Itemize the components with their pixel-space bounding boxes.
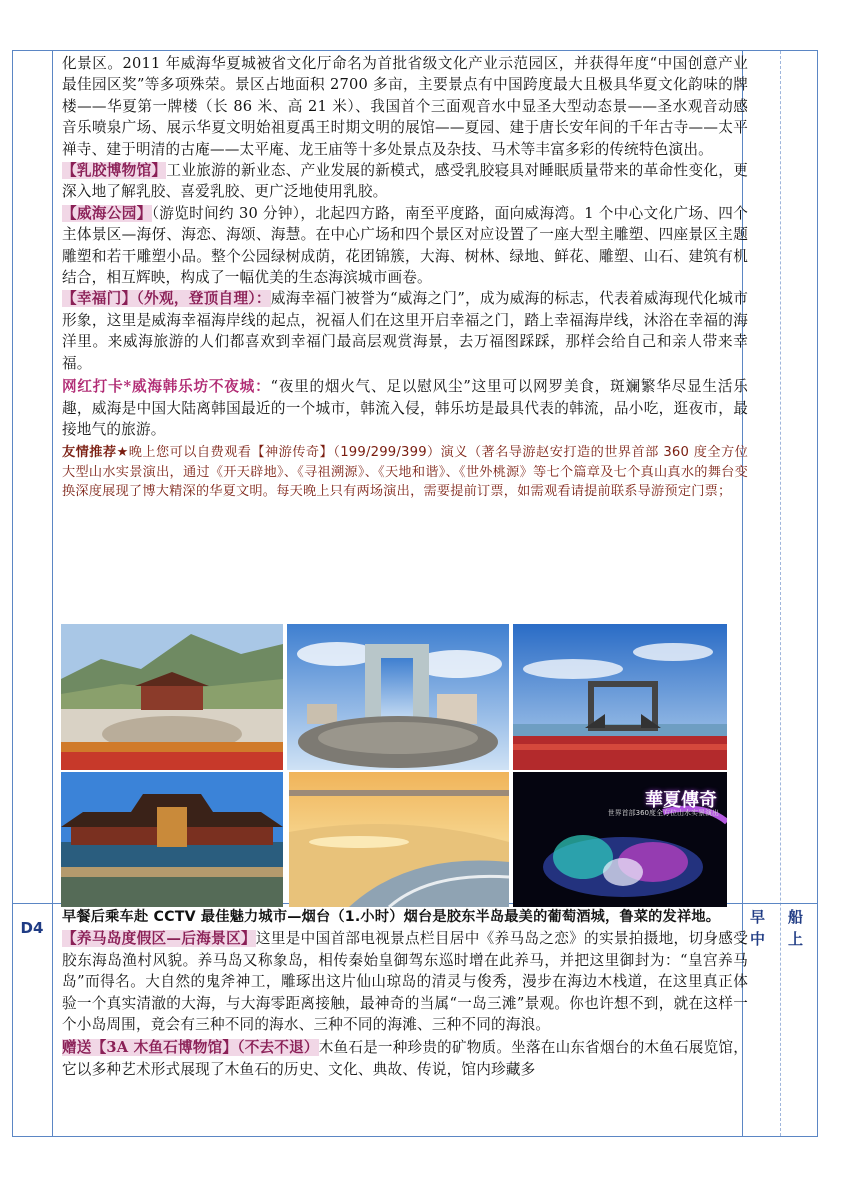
muyushi-museum-text: 木鱼石是一种珍贵的矿物质。坐落在山东省烟台的木鱼石展览馆，它以多种艺术形式展现了木鱼石的历史、文化、典故、传说，馆内珍藏多 — [62, 1039, 748, 1078]
day-column-divider — [52, 51, 53, 1136]
yangma-island-title: 【养马岛度假区—后海景区】 — [62, 930, 256, 948]
accommodation-line-2: 上 — [788, 930, 804, 948]
recommendation-text: 晚上您可以自费观看【神游传奇】（199/299/399）演义（著名导游赵安打造的世界首部 360 度全方位大型山水实景演出，通过《开天辟地》、《寻祖溯源》、《天地和谐》、《世外桃源》等七个篇章及七个真山真水的舞台变换深度展现了博大精深的华夏文明。每天晚上只有两场演出，需要提前订票，如需观看请提前联系导游预定门票； — [62, 445, 749, 500]
d4-content — [62, 907, 748, 1080]
beach-sunset-photo — [289, 772, 509, 907]
happiness-gate-paragraph — [62, 288, 748, 374]
latex-museum-paragraph — [62, 160, 748, 203]
yangma-island-paragraph — [62, 928, 748, 1035]
weihai-park-text: （游览时间约 30 分钟），北起四方路，南至平度路，面向威海湾。1 个中心文化广场、四个主体景区—海伢、海恋、海颂、海慧。在中心广场和四个景区对应设置了一座大型主雕塑、四座景区主题雕塑和若干雕塑小品。整个公园绿树成荫，花团锦簇，大海、树林、绿地、鲜花、雕塑、山石、建筑有机结合，相互辉映，构成了一幅优美的生态海滨城市画卷。 — [62, 204, 748, 287]
ancient-pavilion-photo — [61, 772, 283, 907]
happiness-gate-photo — [287, 624, 509, 770]
yangma-island-text: 这里是中国首部电视景点栏目居中《养马岛之恋》的实景拍摄地，切身感受胶东海岛渔村风貌。养马岛又称象岛，相传秦始皇御驾东巡时增在此养马，并把这里御封为：“皇宫养马岛”而得名。大自然的鬼斧神工，雕琢出这片仙山琼岛的清灵与俊秀，漫步在海边木栈道，在这里真正体验一个真实清澈的大海，与大海零距离接触，最神奇的当属“一岛三滩”景观。你也许想不到，就在这样一个小岛周围，竟会有三种不同的海水、三种不同的海滩、三种不同的海浪。 — [62, 930, 748, 1034]
show-title-caption: 華夏傳奇 — [645, 790, 717, 811]
weihai-park-paragraph — [62, 203, 748, 289]
recommendation-paragraph — [62, 443, 748, 502]
meal-breakfast: 早 — [750, 908, 766, 926]
happiness-gate-title: 【幸福门】（外观，登顶自理）： — [62, 290, 271, 308]
accommodation-line-1: 船 — [788, 908, 804, 926]
huaxia-city-paragraph: 化景区。2011 年威海华夏城被省文化厅命名为首批省级文化产业示范园区，并获得年度“中国创意产业最佳园区奖”等多项殊荣。景区占地面积 2700 多亩，主要景点有中国跨度最大且极具华夏文化韵味的牌楼——华夏第一牌楼（长 86 米、高 21 米）、我国首个三面观音水中显圣大型动态景——圣水观音动感音乐喷泉广场、展示华夏文明始祖夏禹王时期文明的展馆——夏园、建于唐长安年间的千年古寺——太平禅寺、建于明清的古庵——太平庵、龙王庙等十多处景点及杂技、马术等丰富多彩的传统特色演出。 — [62, 55, 748, 158]
meal-lunch: 中 — [750, 930, 766, 948]
itinerary-table — [12, 50, 818, 1137]
happiness-gate-text: 威海幸福门被誉为“威海之门”，成为威海的标志，代表着威海现代化城市形象，这里是威海幸福海岸线的起点，祝福人们在这里开启幸福之门，踏上幸福海岸线，沐浴在幸福的海洋里。来威海旅游的人们都喜欢到幸福门最高层观赏海景，去万福图踩踩，那样会给自己和亲人带来幸福。 — [62, 290, 748, 372]
d3-content — [62, 53, 748, 502]
table-right-border — [817, 51, 818, 1136]
attraction-photo-grid — [61, 624, 727, 907]
muyushi-museum-paragraph — [62, 1037, 748, 1080]
gate-sunset-photo — [513, 624, 727, 770]
latex-museum-text: 工业旅游的新业态、产业发展的新模式，感受乳胶寝具对睡眠质量带来的革命性变化，更深入地了解乳胶、喜爱乳胶、更广泛地使用乳胶。 — [62, 162, 748, 201]
recommendation-title: 友情推荐★ — [62, 445, 129, 461]
d4-intro: 早餐后乘车赴 CCTV 最佳魅力城市—烟台（1.小时）烟台是胶东半岛最美的葡萄酒城，鲁菜的发祥地。 — [62, 909, 721, 925]
night-city-text: “夜里的烟火气、足以慰风尘”这里可以网罗美食，斑斓繁华尽显生活乐趣，威海是中国大陆离韩国最近的一个城市，韩流入侵，韩乐坊是最具代表的韩流，品小吃，逛夜市，最接地气的旅游。 — [62, 378, 749, 438]
weihai-park-title: 【威海公园】 — [62, 204, 152, 222]
meal-column-divider — [780, 51, 781, 1136]
show-subtitle-caption: 世界首部360度全方位山水实景演出 — [607, 809, 719, 817]
latex-museum-title: 【乳胶博物馆】 — [62, 162, 167, 180]
day-label: D4 — [20, 919, 44, 937]
night-city-title: 网红打卡*威海韩乐坊不夜城： — [62, 378, 271, 396]
night-city-paragraph — [62, 376, 748, 440]
show-poster-photo — [513, 772, 727, 907]
table-left-border — [12, 51, 13, 1136]
huaxia-temple-photo — [61, 624, 283, 770]
muyushi-museum-title: 赠送【3A 木鱼石博物馆】（不去不退） — [62, 1039, 319, 1057]
